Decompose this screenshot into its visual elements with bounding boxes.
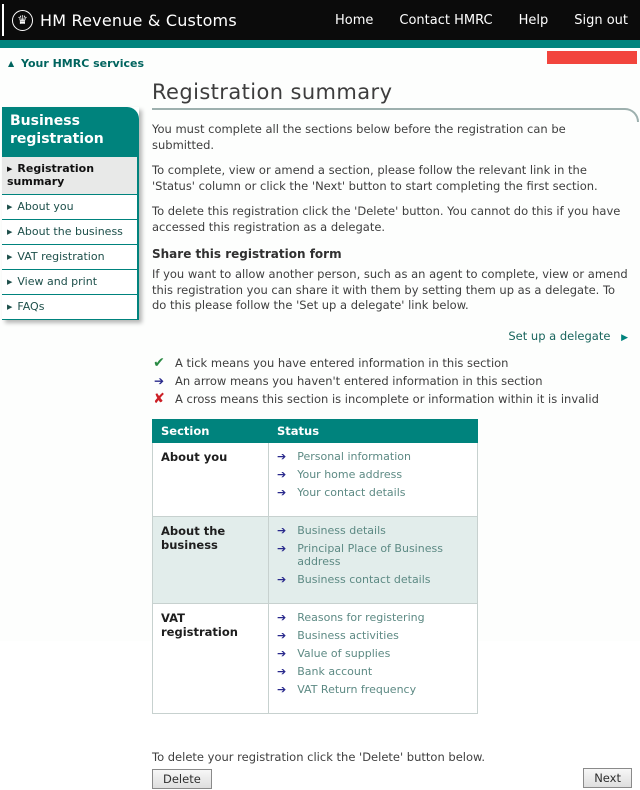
sidebar-item-view-and-print[interactable] bbox=[2, 269, 137, 294]
status-link-vat-return-frequency[interactable]: VAT Return frequency bbox=[297, 682, 417, 696]
registration-summary-table bbox=[152, 419, 478, 714]
status-line bbox=[277, 468, 471, 481]
sidebar-item-label: VAT registration bbox=[17, 250, 105, 263]
brand bbox=[0, 0, 237, 40]
status-link-your-contact-details[interactable]: Your contact details bbox=[297, 485, 406, 499]
status-link-business-activities[interactable]: Business activities bbox=[297, 628, 399, 642]
sidebar-item-label: Registration summary bbox=[7, 162, 95, 188]
arrow-icon: ➔ bbox=[153, 373, 165, 388]
sidebar-menu bbox=[2, 157, 139, 320]
set-up-delegate-link[interactable]: Set up a delegate bbox=[508, 328, 611, 343]
status-line bbox=[277, 573, 471, 586]
header-accent-bar bbox=[0, 40, 640, 48]
status-link-business-contact-details[interactable]: Business contact details bbox=[297, 572, 431, 586]
status-line bbox=[277, 611, 471, 624]
section-cell: VAT registration bbox=[153, 603, 269, 713]
page-title: Registration summary bbox=[152, 80, 393, 104]
status-arrow-icon: ➔ bbox=[277, 628, 287, 642]
nav-link-help[interactable]: Help bbox=[518, 12, 549, 28]
status-arrow-icon: ➔ bbox=[277, 646, 287, 660]
redacted-red-box bbox=[547, 51, 637, 64]
status-line bbox=[277, 486, 471, 499]
nav-link-contact-hmrc[interactable]: Contact HMRC bbox=[399, 12, 493, 28]
status-arrow-icon: ➔ bbox=[277, 664, 287, 678]
status-link-value-of-supplies[interactable]: Value of supplies bbox=[297, 646, 391, 660]
status-link-personal-information[interactable]: Personal information bbox=[297, 449, 411, 463]
status-arrow-icon: ➔ bbox=[277, 541, 287, 555]
sidebar-item-about-the-business[interactable] bbox=[2, 219, 137, 244]
status-cell bbox=[269, 603, 478, 713]
status-link-principal-place-of-business-address[interactable]: Principal Place of Business address bbox=[297, 541, 443, 568]
status-legend bbox=[152, 355, 632, 407]
status-arrow-icon: ➔ bbox=[277, 682, 287, 696]
section-column-header: Section bbox=[153, 419, 269, 442]
legend-text: A cross means this section is incomplete or information within it is invalid bbox=[175, 391, 599, 406]
status-arrow-icon: ➔ bbox=[277, 467, 287, 481]
sidebar-item-vat-registration[interactable] bbox=[2, 244, 137, 269]
sidebar-item-label: View and print bbox=[17, 275, 98, 288]
share-paragraph: If you want to allow another person, such as an agent to complete, view or amend this registration you can share it with them by setting them up as a delegate. To do this please follow the 'Set up a delegate' link below. bbox=[152, 267, 628, 313]
title-rule bbox=[152, 108, 639, 122]
nav-link-sign-out[interactable]: Sign out bbox=[574, 12, 628, 28]
brand-title: HM Revenue & Customs bbox=[40, 10, 237, 30]
status-link-business-details[interactable]: Business details bbox=[297, 523, 386, 537]
legend-text: An arrow means you haven't entered information in this section bbox=[175, 373, 543, 388]
sidebar-item-label: About the business bbox=[17, 225, 123, 238]
sidebar-item-about-you[interactable] bbox=[2, 194, 137, 219]
status-arrow-icon: ➔ bbox=[277, 610, 287, 624]
sidebar-item-label: About you bbox=[17, 200, 74, 213]
delegate-arrow-icon: ▶ bbox=[621, 332, 628, 343]
breadcrumb-label: Your HMRC services bbox=[21, 57, 145, 70]
sidebar-item-label: FAQs bbox=[17, 300, 45, 313]
status-arrow-icon: ➔ bbox=[277, 572, 287, 586]
status-link-your-home-address[interactable]: Your home address bbox=[297, 467, 403, 481]
intro-paragraph-2: To complete, view or amend a section, please follow the relevant link in the 'Status' column or click the 'Next' button to start completing the first section. bbox=[152, 163, 598, 193]
sidebar-item-registration-summary[interactable] bbox=[2, 157, 137, 194]
nav-link-home[interactable]: Home bbox=[335, 12, 374, 28]
status-arrow-icon: ➔ bbox=[277, 485, 287, 499]
table-header-row bbox=[153, 419, 478, 442]
cross-icon: ✘ bbox=[153, 390, 165, 407]
section-cell: About you bbox=[153, 442, 269, 516]
sidebar bbox=[2, 107, 139, 320]
sidebar-item-faqs[interactable] bbox=[2, 294, 137, 319]
hmrc-crown-logo-icon: ♛ bbox=[12, 10, 33, 31]
button-row bbox=[152, 768, 632, 790]
status-line bbox=[277, 647, 471, 660]
legend-text: A tick means you have entered information in this section bbox=[175, 355, 509, 370]
status-line bbox=[277, 450, 471, 463]
status-cell bbox=[269, 442, 478, 516]
sidebar-arrow-icon: ▶ bbox=[7, 203, 13, 211]
status-link-bank-account[interactable]: Bank account bbox=[297, 664, 373, 678]
tick-icon: ✔ bbox=[153, 354, 165, 371]
status-arrow-icon: ➔ bbox=[277, 449, 287, 463]
share-heading: Share this registration form bbox=[152, 247, 342, 262]
status-line bbox=[277, 524, 471, 537]
legend-row-arrow bbox=[152, 374, 632, 388]
sidebar-arrow-icon: ▶ bbox=[7, 278, 13, 286]
table-row bbox=[153, 603, 478, 713]
status-cell bbox=[269, 516, 478, 603]
collapse-triangle-icon: ▲ bbox=[8, 59, 15, 68]
table-row bbox=[153, 516, 478, 603]
sidebar-title: Business registration bbox=[2, 107, 139, 157]
next-button[interactable]: Next bbox=[583, 768, 632, 788]
status-link-reasons-for-registering[interactable]: Reasons for registering bbox=[297, 610, 425, 624]
sidebar-arrow-icon: ▶ bbox=[7, 228, 13, 236]
top-nav bbox=[335, 13, 628, 28]
status-column-header: Status bbox=[269, 419, 478, 442]
brand-divider bbox=[2, 4, 4, 36]
legend-row-cross bbox=[152, 391, 632, 407]
sidebar-arrow-icon: ▶ bbox=[7, 253, 13, 261]
section-cell: About the business bbox=[153, 516, 269, 603]
status-arrow-icon: ➔ bbox=[277, 523, 287, 537]
delete-note: To delete your registration click the 'Delete' button below. bbox=[152, 749, 486, 764]
status-line bbox=[277, 683, 471, 696]
sidebar-arrow-icon: ▶ bbox=[7, 165, 13, 173]
status-line bbox=[277, 542, 471, 568]
main-content bbox=[152, 80, 632, 790]
top-header bbox=[0, 0, 640, 40]
status-line bbox=[277, 629, 471, 642]
status-line bbox=[277, 665, 471, 678]
delegate-row bbox=[152, 329, 628, 343]
delete-button[interactable]: Delete bbox=[152, 769, 212, 789]
legend-row-tick bbox=[152, 355, 632, 371]
table-row bbox=[153, 442, 478, 516]
breadcrumb-row bbox=[0, 48, 640, 82]
breadcrumb-your-hmrc-services[interactable] bbox=[8, 57, 144, 70]
sidebar-arrow-icon: ▶ bbox=[7, 303, 13, 311]
intro-paragraph-3: To delete this registration click the 'Delete' button. You cannot do this if you have accessed this registration as a delegate. bbox=[152, 204, 621, 234]
intro-paragraph-1: You must complete all the sections below before the registration can be submitted. bbox=[152, 122, 566, 152]
